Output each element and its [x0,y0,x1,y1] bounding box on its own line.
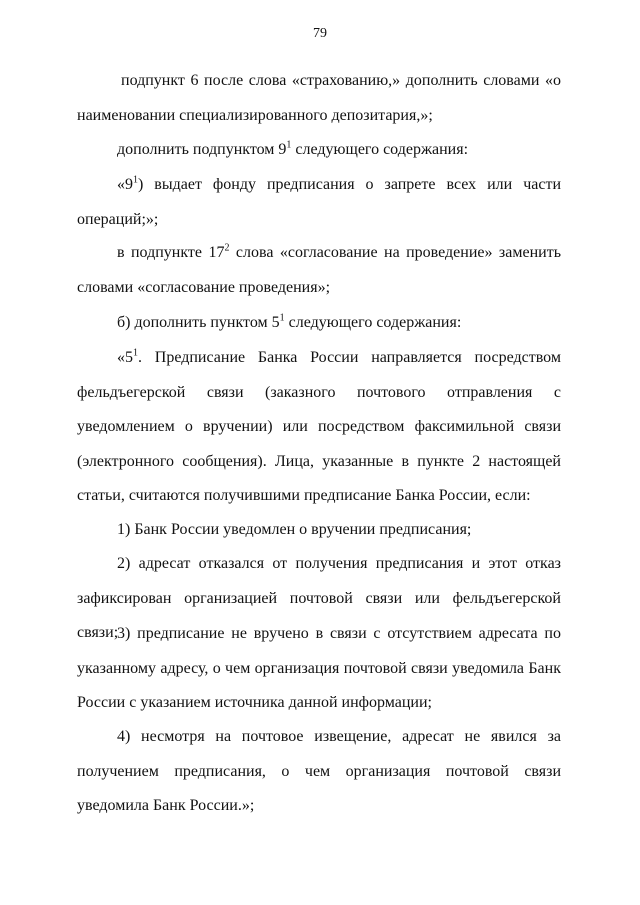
list-item-3: 3) предписание не вручено в связи с отсутствием адресата по указанному адресу, о чем организация почтовой связи уведомила Банк России с указанием источника данной информации; [77,625,561,711]
page-number: 79 [313,26,327,41]
paragraph-point-5-1-text: «$5^1$. Предписание Банка России направляется посредством фельдъегерской связи (заказного почтового отправления с уведомлением о вручении) или посредством факсимильной связи (электронного сообщения). Лица, указанные в пункте 2 настоящей статьи, считаются получившими предписание Банка России, если: [77,347,561,504]
paragraph-subpoint-9-1-text: «$9^1$) выдает фонду предписания о запрете всех или части операций;»; [77,174,561,228]
paragraph-add-subpoint-9-1: дополнить подпунктом $9^1$ следующего содержания: [117,139,469,158]
list-item-1: 1) Банк России уведомлен о вручении предписания; [117,521,472,538]
paragraph-subpoint-17-2: в подпункте $17^2$ слова «согласование на проведение» заменить словами «согласование проведения»; [77,242,561,296]
list-item-2: 2) адресат отказался от получения предписания и этот отказ зафиксирован организацией почтовой связи или фельдъегерской связи; [77,555,561,641]
paragraph-add-point-5-1: б) дополнить пунктом $5^1$ следующего содержания: [117,312,462,331]
list-item-4: 4) несмотря на почтовое извещение, адресат не явился за получением предписания, о чем организация почтовой связи уведомила Банк России.»; [77,728,561,814]
paragraph-subpoint-6: подпункт 6 после слова «страхованию,» дополнить словами «о наименовании специализированного депозитария,»; [77,72,561,124]
